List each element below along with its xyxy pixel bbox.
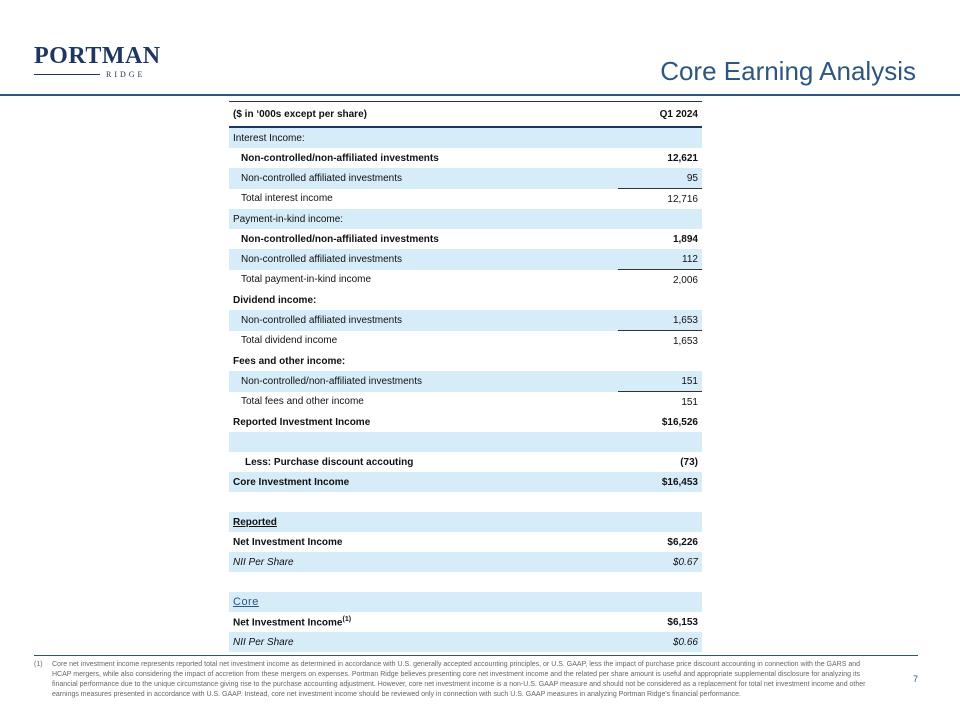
table-row: [229, 492, 702, 512]
table-row: [229, 371, 702, 392]
row-label: Interest Income:: [229, 127, 618, 148]
row-label: Non-controlled/non-affiliated investments: [241, 152, 439, 164]
table-row: [229, 632, 702, 652]
core-label-text: Core: [233, 596, 259, 608]
row-label: Total fees and other income: [241, 396, 364, 408]
row-label: [229, 432, 618, 452]
row-label: Non-controlled/non-affiliated investments: [241, 233, 439, 245]
table-row: [229, 290, 702, 310]
footnote-text: Core net investment income represents reported total net investment income as determined in accordance with U.S. generally accepted accounting principles, or U.S. GAAP, less the impact of purchase price discount accounting in connection with the GARS and HCAP mergers, while also considering the impact of accretion from these mergers on expenses. Portman Ridge believes presenting core net investment income and the related per share amount is useful and appropriate supplemental disclosure for analyzing its financial performance due to the unique circumstance giving rise to the purchase accounting adjustment. However, core net investment income is a non-U.S. GAAP measure and should not be considered as a replacement for total net investment income and other earnings measures presented in accordance with U.S. GAAP. Instead, core net investment income should be reviewed only in connection with such U.S. GAAP measures in analyzing Portman Ridge's financial performance.: [52, 661, 866, 698]
table-row: [229, 249, 702, 270]
table-row: [229, 127, 702, 148]
row-label: Less: Purchase discount accouting: [245, 456, 414, 468]
table-row: [229, 209, 702, 229]
table-row: [229, 472, 702, 492]
logo-sub-text: RIDGE: [106, 70, 146, 79]
footnote-marker: (1): [342, 615, 352, 623]
logo-sub: [34, 70, 152, 79]
table-row: [229, 592, 702, 612]
row-value: 151: [618, 392, 702, 413]
row-value: $16,453: [618, 472, 702, 492]
table-row: [229, 392, 702, 413]
row-value: 12,716: [618, 189, 702, 210]
row-label: Total interest income: [241, 193, 333, 205]
row-value: 1,653: [618, 331, 702, 352]
table-row: [229, 432, 702, 452]
row-label: Dividend income:: [233, 294, 317, 306]
table-row: [229, 310, 702, 331]
row-value: 12,621: [667, 152, 698, 164]
row-value: [618, 351, 702, 371]
table-row: [229, 612, 702, 632]
row-value: [618, 492, 702, 512]
logo-main-text: PORTMAN: [34, 43, 161, 69]
row-label-with-footnote: [229, 612, 618, 632]
row-value: [618, 512, 702, 532]
header-column-q1-2024: Q1 2024: [618, 102, 702, 128]
table-row: [229, 412, 702, 432]
table-row: [229, 189, 702, 210]
row-label: Non-controlled affiliated investments: [229, 310, 618, 331]
footnote-divider: [34, 655, 918, 656]
row-label: NII Per Share: [229, 632, 618, 652]
row-label: Core Investment Income: [229, 472, 618, 492]
page-title: Core Earning Analysis: [660, 56, 916, 86]
core-earnings-table: [229, 101, 702, 652]
row-value: [618, 572, 702, 592]
row-value: $6,153: [667, 616, 698, 628]
row-value: [618, 592, 702, 612]
row-value: [618, 127, 702, 148]
table-row: [229, 148, 702, 168]
row-value: (73): [680, 456, 698, 468]
row-label: Fees and other income:: [233, 355, 346, 367]
row-label: Payment-in-kind income:: [229, 209, 618, 229]
table-row: [229, 229, 702, 249]
table-row: [229, 552, 702, 572]
title-divider: [0, 94, 960, 96]
row-label: Total payment-in-kind income: [241, 274, 372, 286]
row-value: 112: [618, 249, 702, 270]
row-value: 1,894: [672, 233, 698, 245]
row-value: [618, 209, 702, 229]
row-value: $6,226: [667, 536, 698, 548]
reported-label-text: Reported: [233, 516, 277, 528]
row-value: 1,653: [618, 310, 702, 331]
row-label-text: Net Investment Income: [233, 617, 343, 629]
footnote: [34, 660, 866, 700]
table-row: [229, 331, 702, 352]
row-label: Net Investment Income: [233, 536, 343, 548]
core-section-label: [229, 592, 618, 612]
row-value: 151: [618, 371, 702, 392]
row-value: $0.67: [618, 552, 702, 572]
row-label: NII Per Share: [229, 552, 618, 572]
row-label: [229, 572, 618, 592]
table-row: [229, 572, 702, 592]
portman-ridge-logo: [34, 43, 161, 79]
row-label: [229, 492, 618, 512]
row-value: $0.66: [618, 632, 702, 652]
table-row: [229, 512, 702, 532]
row-value: 2,006: [618, 270, 702, 291]
table-row: [229, 452, 702, 472]
logo-line: [34, 74, 100, 75]
row-value: [618, 290, 702, 310]
row-value: 95: [618, 168, 702, 189]
table-header-row: [229, 102, 702, 128]
table-row: [229, 532, 702, 552]
table-row: [229, 270, 702, 291]
row-label: Non-controlled affiliated investments: [229, 168, 618, 189]
row-label: Non-controlled/non-affiliated investments: [229, 371, 618, 392]
row-label: Total dividend income: [241, 335, 338, 347]
table-row: [229, 168, 702, 189]
row-value: [618, 432, 702, 452]
footnote-number: (1): [34, 661, 43, 668]
page-number: 7: [912, 674, 918, 684]
table-row: [229, 351, 702, 371]
reported-section-label: [229, 512, 618, 532]
row-label: Non-controlled affiliated investments: [229, 249, 618, 270]
row-label: Reported Investment Income: [233, 416, 371, 428]
row-value: $16,526: [661, 416, 698, 428]
header-label: ($ in ‘000s except per share): [229, 102, 618, 128]
